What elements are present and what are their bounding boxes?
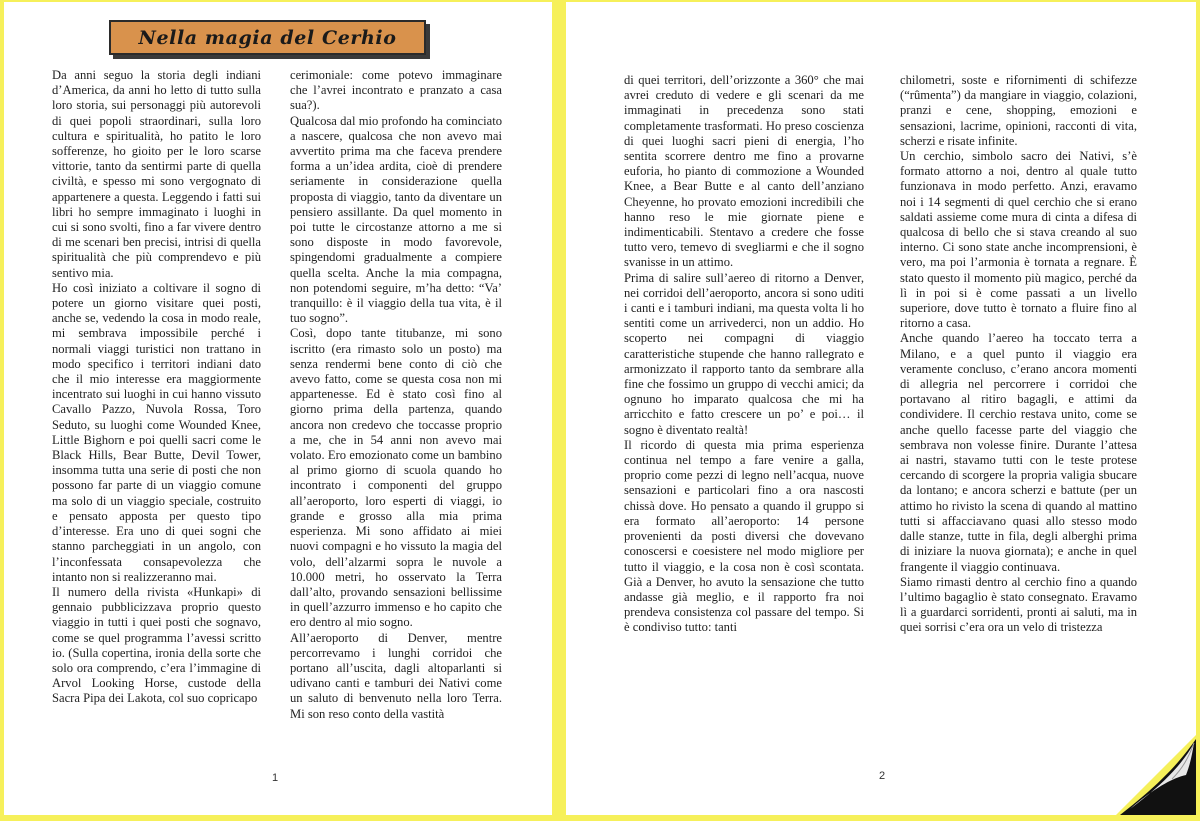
paragraph: Il ricordo di questa mia prima esperienza continua nel tempo a fare venire a galla, proprio come pezzi di legno nell’acqua, nuove sensazioni e particolari fino a ora nascosti chissà dove. Ho pensato a quando il gruppo si era formato all’aeroporto: 14 persone provenienti da posti diversi che dovevano conoscersi e coesistere nel modo migliore per tutto il viaggio, e la cosa non è così scontata. Già a Denver, ho avuto la sensazione che tutto andasse già meglio, e il rapporto fra noi prendeva consistenza col passare del tempo. Si è condiviso tutto: tanti [624, 437, 864, 635]
page-right [566, 2, 1196, 815]
page-left [4, 2, 552, 815]
title-banner [109, 20, 426, 55]
page-number: 2 [879, 770, 886, 782]
paragraph: Un cerchio, simbolo sacro dei Nativi, s’è formato attorno a noi, dentro al quale tutto funzionava in modo perfetto. Anzi, eravamo noi i 14 segmenti di quel cerchio che si erano saldati assieme come mura di cinta a difesa di qualcosa di bello che si stava creando al suo interno. Ci sono state anche incomprensioni, è vero, ma poi l’armonia è tornata a regnare. È stato questo il momento più magico, perché da lì in poi si è come passati a un livello superiore, dove tutto è tornato a fluire fino al ritorno a casa. [900, 149, 1137, 331]
column-2 [290, 68, 502, 722]
page-curl-icon[interactable] [1116, 735, 1196, 815]
paragraph: Qualcosa dal mio profondo ha cominciato a nascere, qualcosa che non avevo mai avvertito prima ma che faceva prendere forma a un’idea ardita, cioè di prendere seriamente in considerazione quella proposta di viaggio, tanto da diventare un pensiero assillante. Da quel momento in poi tutte le circostanze attorno a me si sono disposte in modo favorevole, spingendomi gradualmente a compiere quella scelta. Anche la mia compagna, non potendomi seguire, m’ha detto: “Va’ tranquillo: è il viaggio della tua vita, è il tuo sogno”. [290, 113, 502, 326]
paragraph: Il numero della rivista «Hunkapi» di gennaio pubblicizzava proprio questo viaggio in tutti i quei posti che sognavo, come se quel programma l’avessi scritto io. (Sulla copertina, ironia della sorte che solo ora comprendo, c’era l’immagine di Arvol Looking Horse, custode della Sacra Pipa dei Lakota, col suo copricapo [52, 584, 261, 706]
paragraph: Così, dopo tante titubanze, mi sono iscritto (era rimasto solo un posto) ma senza rendermi bene conto di ciò che avevo fatto, come se questa cosa non mi appartenesse. Ed è stato così fino al giorno prima della partenza, quando ancora non credevo che toccasse proprio a me, che in 54 anni non avevo mai volato. Ero emozionato come un bambino al primo giorno di scuola quando ho incontrato i componenti del gruppo all’aeroporto, loro esperti di viaggi, io grande e grosso alla mia prima esperienza. Mi sono affidato ai miei nuovi compagni e ho vissuto la magia del volo, dell’alzarmi sopra le nuvole a 10.000 metri, ho osservato la Terra dall’alto, provando sensazioni bellissime in quell’azzurro immenso e ho capito che ero dentro al mio sogno. [290, 326, 502, 630]
paragraph: Prima di salire sull’aereo di ritorno a Denver, nei corridoi dell’aeroporto, ancora si sono uditi i canti e i tamburi indiani, ma questa volta li ho sentiti come un arrivederci, non un addio. Ho scoperto nei compagni di viaggio caratteristiche stupende che hanno rallegrato e armonizzato il rapporto tanto da sembrare alla fine che fossimo un gruppo di vecchi amici; da ognuno ho imparato qualcosa che mi ha arricchito e fatto crescere un po’ e poi… il sogno è diventato realtà! [624, 270, 864, 437]
paragraph: cerimoniale: come potevo immaginare che l’avrei incontrato e pranzato a casa sua?). [290, 68, 502, 113]
column-1 [52, 68, 261, 707]
paragraph: di quei territori, dell’orizzonte a 360° che mai avrei creduto di vedere e gli scenari da me immaginati in precedenza sono stati completamente trasformati. Ho preso coscienza di quei luoghi sacri pieni di energia, l’ho sentita scorrere dentro me fino a provarne euforia, ho pianto di commozione a Wounded Knee, a Bear Butte e al canto dell’anziano Cheyenne, ho provato emozioni incredibili che hanno reso le mie giornate piene e indimenticabili. Stentavo a credere che fosse tutto vero, temevo di svegliarmi e che il sogno svanisse in un attimo. [624, 73, 864, 270]
paragraph: chilometri, soste e rifornimenti di schifezze (“rûmenta”) da mangiare in viaggio, colazioni, pranzi e cene, shopping, emozioni e sensazioni, lacrime, opinioni, racconti di vita, scherzi e risate infinite. [900, 73, 1137, 148]
paragraph: Ho così iniziato a coltivare il sogno di potere un giorno visitare quei posti, anche se, vedendo la cosa in modo reale, mi sembrava impossibile perché i normali viaggi turistici non trattano in modo specifico i territori indiani dato che il mio interesse era maggiormente incentrato sui luoghi in cui hanno vissuto Cavallo Pazzo, Nuvola Rossa, Toro Seduto, su luoghi come Wounded Knee, Little Bighorn e poi quelli sacri come le Black Hills, Bear Butte, Devil Tower, insomma tutta una serie di posti che non possono far parte di un viaggio comune ma solo di un viaggio speciale, costruito e pensato apposta per questo tipo d’interesse. Era uno di quei sogni che stanno parcheggiati in un angolo, con l’inconfessata consapevolezza che intanto non si realizzeranno mai. [52, 280, 261, 584]
paragraph: Siamo rimasti dentro al cerchio fino a quando l’ultimo bagaglio è stato consegnato. Eravamo lì a guardarci sorridenti, pronti ai saluti, ma in quei sorrisi c’era ora un velo di tristezza [900, 574, 1137, 635]
paragraph: Da anni seguo la storia degli indiani d’America, da anni ho letto di tutto sulla loro storia, sui personaggi più autorevoli di quei popoli straordinari, sulla loro cultura e spiritualità, ho patito le loro sofferenze, ho gioito per le loro scarse vittorie, tanto da sentirmi parte di quella civiltà, e spesso mi sono vergognato di appartenere a questa. Leggendo i fatti sui libri ho sempre immaginato i luoghi in cui si sono svolti, fino a far vivere dentro di me scenari ben precisi, intrisi di quella spiritualità che più comprendevo e più sentivo mia. [52, 68, 261, 280]
page-title: Nella magia del Cerhio [138, 26, 397, 49]
column-2 [900, 73, 1137, 636]
paragraph: Anche quando l’aereo ha toccato terra a Milano, e a quel punto il viaggio era veramente concluso, c’erano ancora momenti di allegria nel percorrere i corridoi che portavano al ritiro bagagli, e attimi da condividere. Il cerchio restava unito, come se anche quello facesse parte del viaggio che sembrava non volesse finire. Durante l’attesa ai nastri, stavamo tutti con le teste protese cercando di scorgere la propria valigia sbucare da lontano; e ancora scherzi e battute (per un attimo ho rivisto la scena di quando al mattino tutti si affacciavano quasi allo stesso modo dalle stanze, tutte in fila, degli alberghi prima di iniziare la nuova giornata); e anche in quel frangente il viaggio continuava. [900, 331, 1137, 574]
page-number: 1 [272, 772, 279, 784]
column-1 [624, 73, 864, 636]
paragraph: All’aeroporto di Denver, mentre percorrevamo i lunghi corridoi che portano all’uscita, dagli altoparlanti si udivano canti e tamburi dei Nativi come un saluto di benvenuto nella loro Terra. Mi son reso conto della vastità [290, 630, 502, 721]
